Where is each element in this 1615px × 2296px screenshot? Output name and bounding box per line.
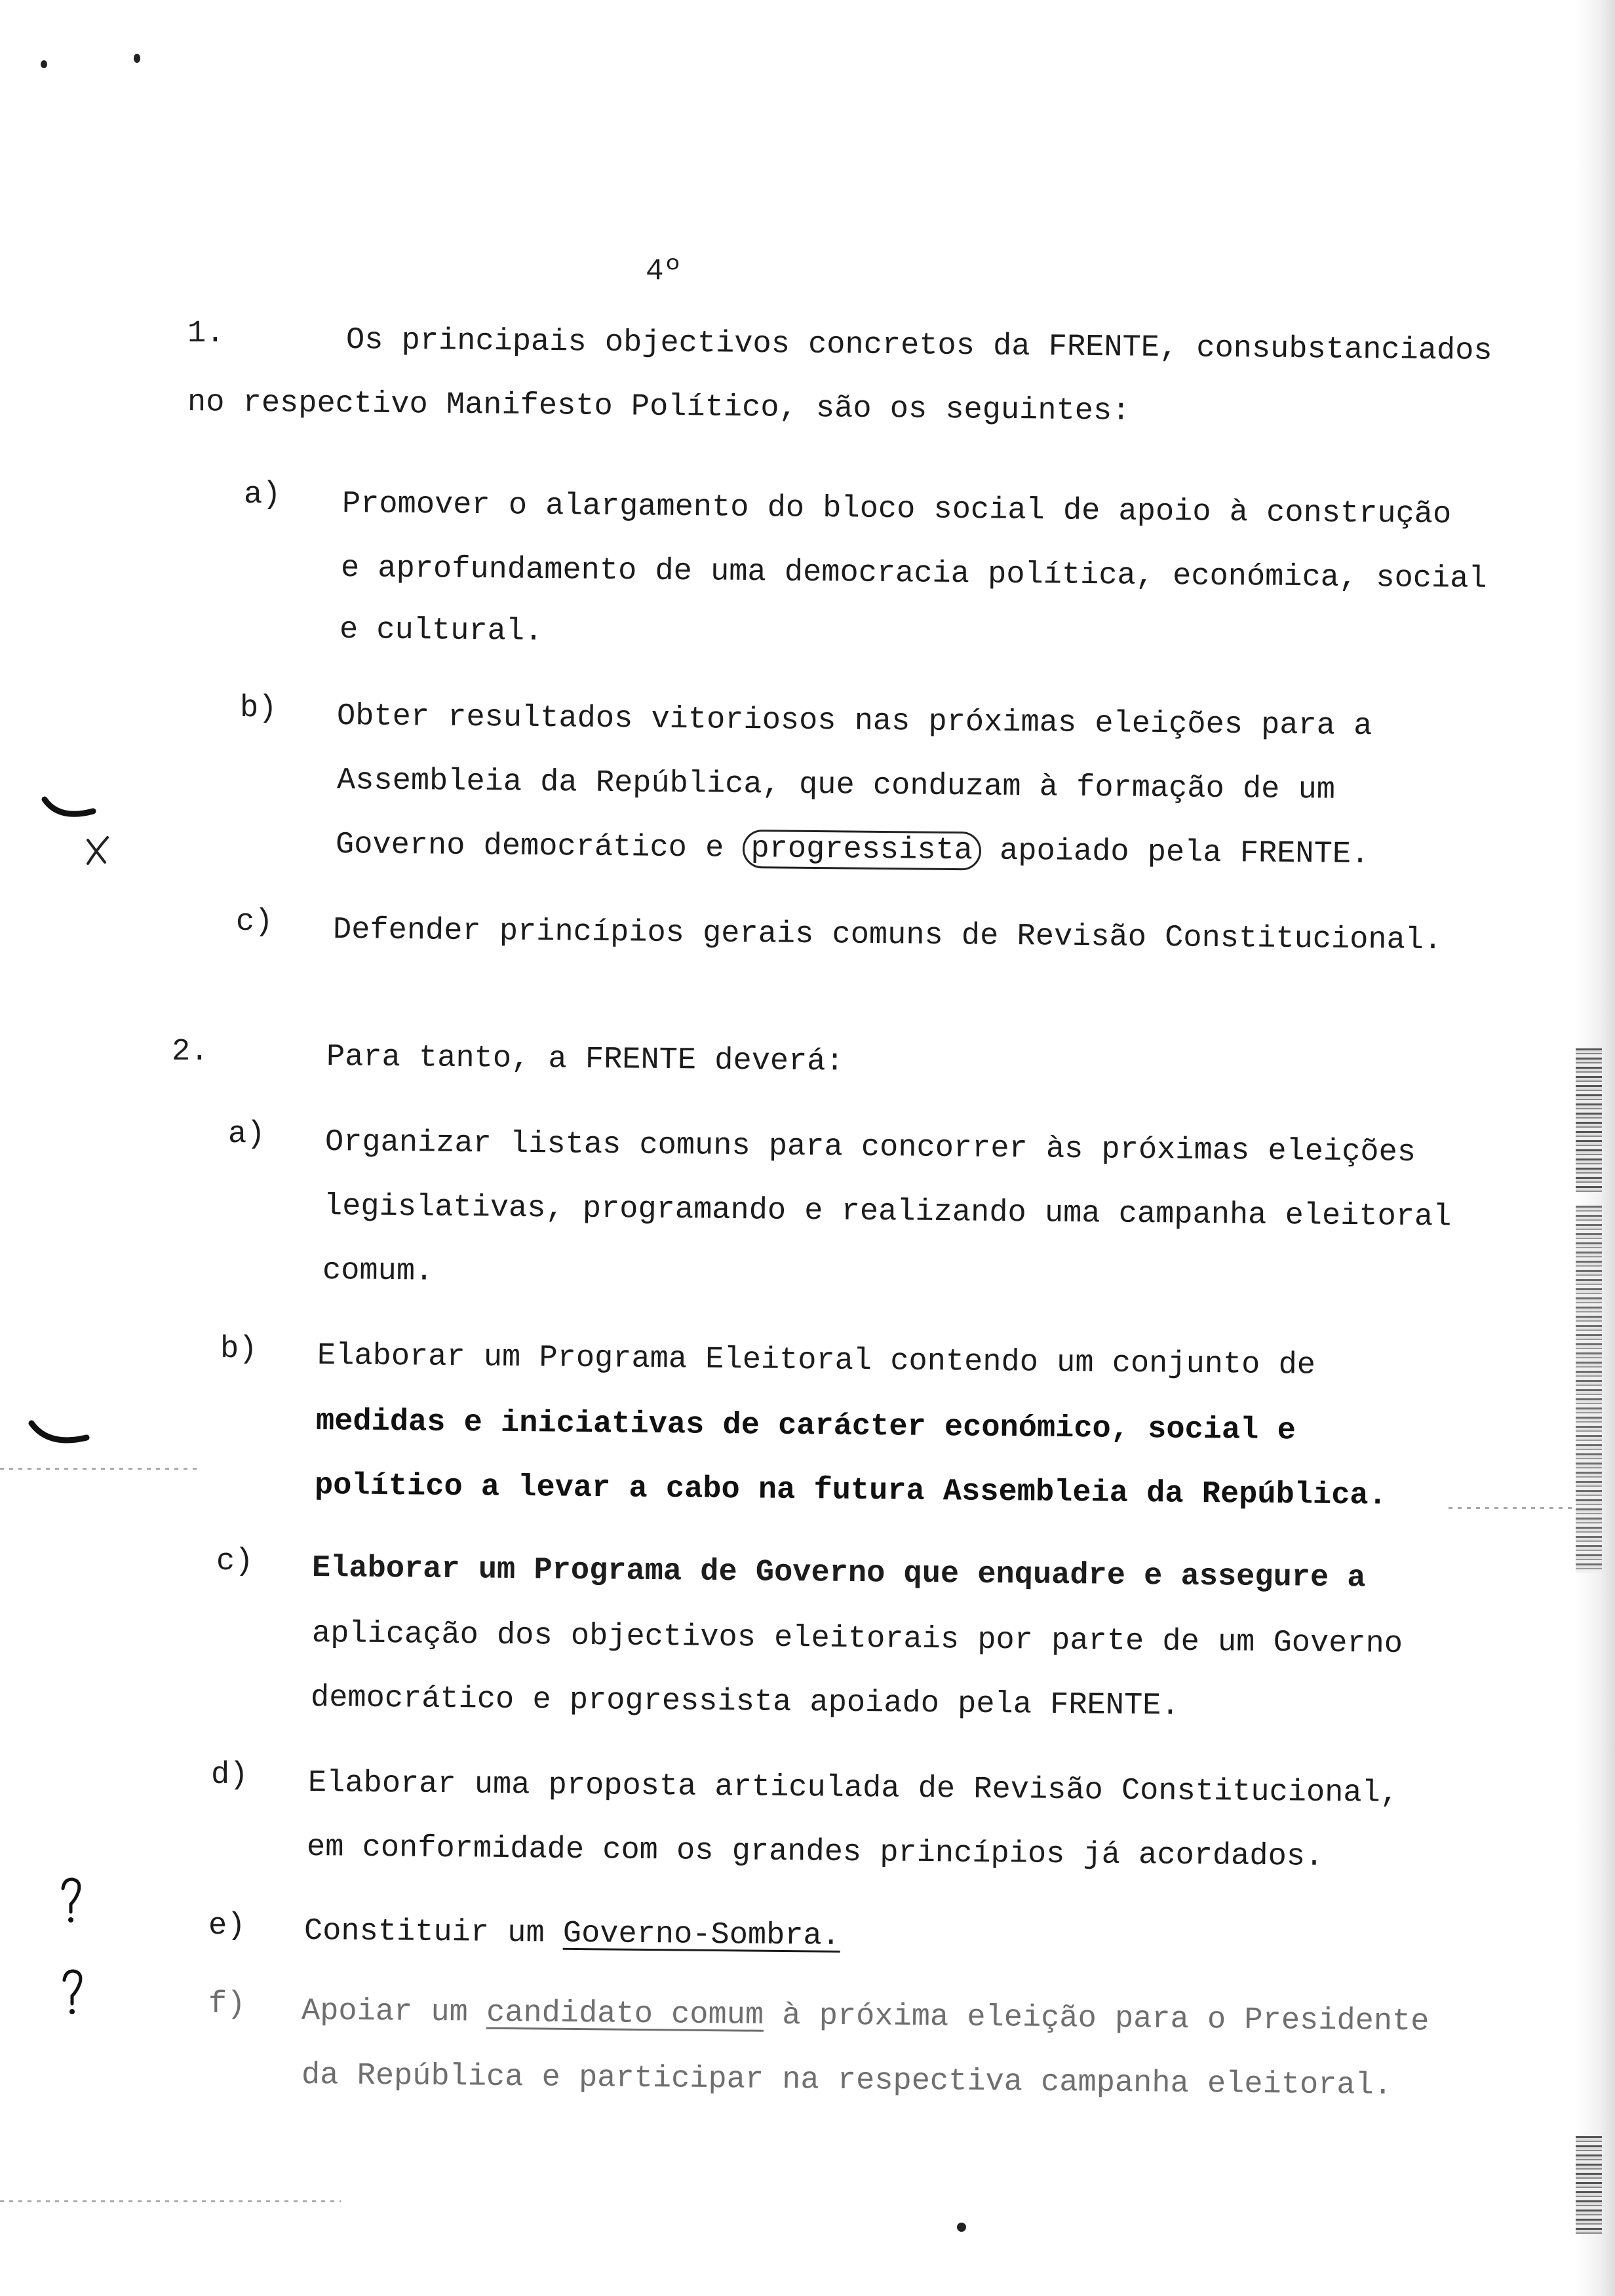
scan-noise	[0, 2200, 341, 2202]
text-run: Constituir um	[303, 1914, 545, 1951]
question-mark-icon	[55, 1874, 88, 1926]
item-label: d)	[211, 1758, 248, 1793]
item-line: e cultural.	[339, 613, 543, 649]
check-mark-icon	[26, 1409, 92, 1461]
item-line: Defender princípios gerais comuns de Revisão Constitucional.	[332, 913, 1443, 959]
item-label: a)	[244, 478, 281, 512]
item-label: c)	[236, 905, 273, 940]
item-line: Elaborar um Programa Eleitoral contendo um conjunto de	[317, 1339, 1316, 1383]
item-line: democrático e progressista apoiado pela FRENTE.	[310, 1681, 1180, 1724]
text-run: Apoiar um	[301, 1994, 469, 2031]
text-run: Elaborar um Programa de Governo que enquadre e assegure a	[311, 1551, 1366, 1596]
item-line: político a levar a cabo na futura Assembleia da República.	[314, 1468, 1388, 1514]
item-line	[336, 826, 1370, 875]
scan-noise	[1576, 2136, 1602, 2234]
underlined-text: Governo-Sombra.	[562, 1916, 841, 1954]
text-run: apoiado pela FRENTE.	[999, 833, 1370, 873]
item-line: Promover o alargamento do bloco social de apoio à construção	[341, 487, 1452, 533]
ink-speck	[134, 54, 140, 63]
ink-speck	[41, 60, 47, 68]
item-line: e aprofundamento de uma democracia política, económica, social	[340, 551, 1487, 597]
item-line: Organizar listas comuns para concorrer às próximas eleições	[324, 1125, 1416, 1170]
item-label: b)	[220, 1332, 258, 1367]
text-run: à próxima eleição para o Presidente	[782, 1999, 1430, 2040]
item-label: b)	[240, 691, 277, 726]
paragraph-line: no respectivo Manifesto Político, são os seguintes:	[187, 385, 1131, 429]
item-line: legislativas, programando e realizando uma campanha eleitoral	[323, 1189, 1452, 1235]
paragraph-line: Os principais objectivos concretos da FRENTE, consubstanciados	[345, 323, 1492, 369]
item-label: a)	[228, 1117, 265, 1152]
scan-noise	[1449, 1507, 1573, 1509]
item-label: c)	[216, 1544, 254, 1579]
text-run: Governo democrático e	[335, 828, 724, 866]
item-line: Elaborar uma proposta articulada de Revisão Constitucional,	[307, 1766, 1399, 1811]
item-label: e)	[208, 1909, 246, 1943]
ink-speck	[957, 2223, 966, 2232]
item-line	[302, 1992, 1430, 2042]
item-line	[304, 1912, 841, 1957]
x-mark-icon	[79, 831, 118, 870]
scan-noise	[0, 1468, 197, 1470]
paragraph-line: Para tanto, a FRENTE deverá:	[326, 1040, 844, 1080]
scan-noise	[1576, 1206, 1602, 1573]
item-line: Obter resultados vitoriosos nas próximas eleições para a	[336, 699, 1372, 744]
scan-noise	[1576, 1048, 1602, 1193]
item-line: Assembleia da República, que conduzam à formação de um	[336, 763, 1336, 808]
item-line: comum.	[322, 1253, 434, 1290]
section-number: 2.	[172, 1035, 209, 1069]
page-number: 4º	[646, 254, 682, 288]
circled-word: progressista	[742, 830, 981, 870]
item-line: em conformidade com os grandes princípios já acordados.	[306, 1830, 1324, 1875]
underlined-text: candidato comum	[486, 1995, 764, 2033]
item-line	[312, 1549, 1366, 1598]
item-line: da República e participar na respectiva campanha eleitoral.	[301, 2058, 1393, 2103]
section-number: 1.	[187, 316, 225, 351]
question-mark-icon	[56, 1966, 89, 2018]
item-label: f)	[208, 1987, 246, 2022]
item-line: medidas e iniciativas de carácter económico, social e	[315, 1404, 1296, 1449]
item-line: aplicação dos objectivos eleitorais por parte de um Governo	[311, 1617, 1403, 1662]
